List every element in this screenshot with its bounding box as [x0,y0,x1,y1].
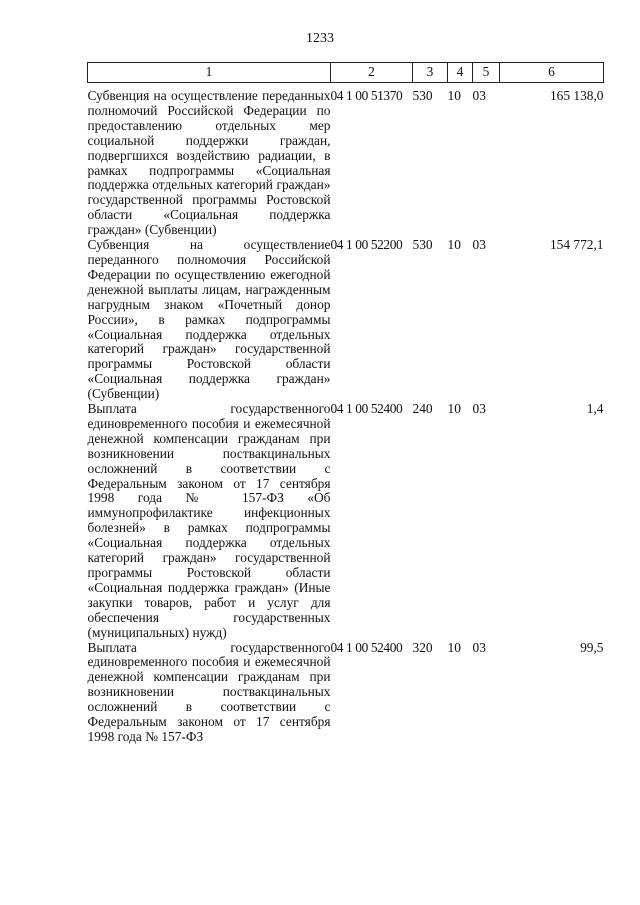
row-description: Субвенция на осуществление переданных полномочий Российской Федерации по предоставлению отдельных мер социальной поддержки граждан, подвергшихся воздействию радиации, в рамках подпрограммы «Социальная поддержка отдельных категорий граждан» государственной программы Ростовской области «Социальная поддержка граждан» (Субвенции) [87,88,331,238]
row-description: Субвенция на осуществление переданного полномочия Российской Федерации по осуществлению ежегодной денежной выплаты лицам, награжденным нагрудным знаком «Почетный донор России», в рамках подпрограммы «Социальная поддержка отдельных категорий граждан» государственной программы Ростовской области «Социальная поддержка граждан» (Субвенции) [87,237,331,402]
table-row [88,641,604,745]
row-col3: 530 [412,88,433,103]
row-description: Выплата государственного единовременного пособия и ежемесячной денежной компенсации гражданам при возникновении поствакцинальных осложнений в соответствии с Федеральным законом от 17 сентября 1998 года № 157-ФЗ «Об иммунопрофилактике инфекционных болезней» в рамках подпрограммы «Социальная поддержка отдельных категорий граждан» государственной программы Ростовской области «Социальная поддержка граждан» (Иные закупки товаров, работ и услуг для обеспечения государственных (муниципальных) нужд) [87,401,331,640]
row-col4: 10 [447,401,461,417]
row-code: 04 1 00 52200 [330,237,403,253]
row-amount: 154 772,1 [549,237,604,253]
table-row [88,402,604,641]
budget-table [87,62,604,745]
row-code: 04 1 00 52400 [330,639,403,655]
row-col4: 10 [447,88,461,103]
column-header-5: 5 [473,63,500,83]
column-header-2: 2 [331,63,413,83]
table-header-row [88,63,604,83]
row-amount: 99,5 [580,639,604,655]
row-code: 04 1 00 51370 [330,88,403,103]
row-col4: 10 [447,237,461,253]
row-col3: 240 [412,401,433,417]
table-row [88,89,604,238]
row-col3: 320 [412,639,433,655]
row-col3: 530 [412,237,433,253]
table-row [88,238,604,402]
column-header-6: 6 [500,63,604,83]
row-amount: 165 138,0 [549,88,604,103]
column-header-4: 4 [448,63,473,83]
row-amount: 1,4 [586,401,604,417]
page-number: 1233 [306,31,334,46]
row-col5: 03 [472,88,486,103]
column-header-1: 1 [88,63,331,83]
column-header-3: 3 [413,63,448,83]
row-col5: 03 [472,639,486,655]
row-col5: 03 [472,401,486,417]
row-col5: 03 [472,237,486,253]
row-code: 04 1 00 52400 [330,401,403,417]
row-description: Выплата государственного единовременного пособия и ежемесячной денежной компенсации гражданам при возникновении поствакцинальных осложнений в соответствии с Федеральным законом от 17 сентября 1998 года № 157-ФЗ [87,639,331,744]
row-col4: 10 [447,639,461,655]
